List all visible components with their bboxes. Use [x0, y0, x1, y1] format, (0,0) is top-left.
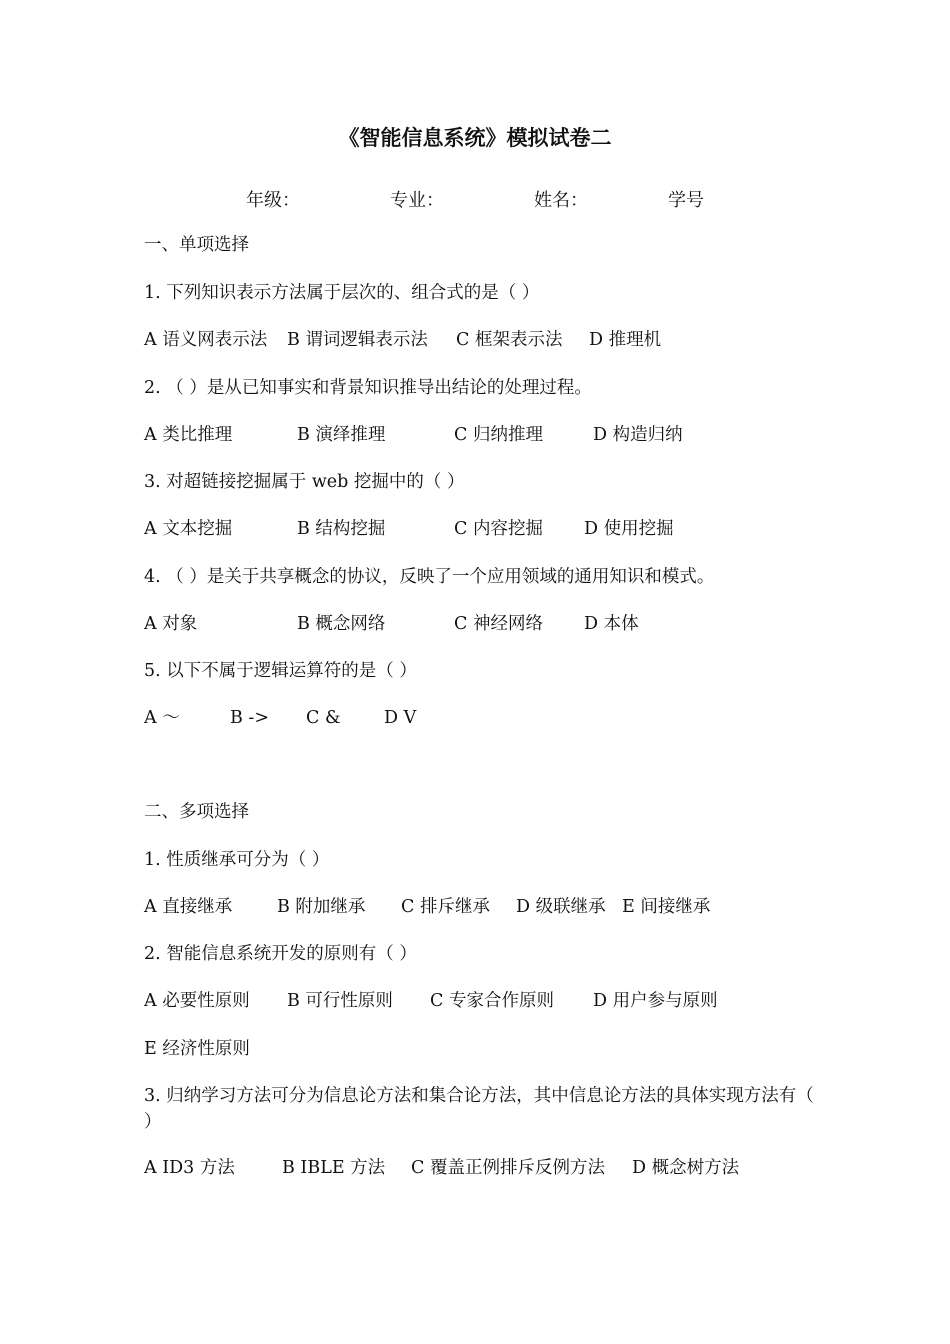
option: A 直接继承	[144, 897, 233, 917]
question-text: 3. 归纳学习方法可分为信息论方法和集合论方法，其中信息论方法的具体实现方法有（ ）	[144, 1086, 814, 1132]
option: D 推理机	[589, 330, 662, 350]
option: C 神经网络	[454, 614, 543, 634]
option: D 用户参与原则	[593, 991, 718, 1011]
option: C 覆盖正例排斥反例方法	[411, 1158, 605, 1178]
option: D 概念树方法	[632, 1158, 740, 1178]
question-text: 2. （ ）是从已知事实和背景知识推导出结论的处理过程。	[144, 378, 592, 398]
option: D 本体	[584, 614, 639, 634]
option: D 构造归纳	[593, 425, 683, 445]
option: C 内容挖掘	[454, 519, 543, 539]
option: A 语义网表示法	[144, 330, 268, 350]
option: A 对象	[144, 614, 198, 634]
major-label: 专业：	[390, 190, 444, 211]
option: B ->	[230, 708, 269, 728]
option: C 框架表示法	[456, 330, 563, 350]
question-text: 5. 以下不属于逻辑运算符的是（ ）	[144, 661, 417, 681]
name-label: 姓名：	[534, 190, 588, 211]
page-title: 《智能信息系统》模拟试卷二	[338, 126, 612, 150]
option: A ID3 方法	[144, 1158, 235, 1178]
option: B 附加继承	[277, 897, 366, 917]
option: B 可行性原则	[287, 991, 393, 1011]
question-text: 3. 对超链接挖掘属于 web 挖掘中的（ ）	[144, 472, 465, 492]
option: A 类比推理	[144, 425, 233, 445]
option: A 文本挖掘	[144, 519, 233, 539]
option: D 使用挖掘	[584, 519, 674, 539]
question-text: 2. 智能信息系统开发的原则有（ ）	[144, 944, 417, 964]
option: B 结构挖掘	[297, 519, 386, 539]
question-text: 1. 下列知识表示方法属于层次的、组合式的是（ ）	[144, 283, 540, 303]
option: B 谓词逻辑表示法	[287, 330, 428, 350]
option: C 专家合作原则	[430, 991, 554, 1011]
option: A 必要性原则	[144, 991, 250, 1011]
option: C 归纳推理	[454, 425, 543, 445]
option: A ～	[144, 708, 180, 728]
student-id-label: 学号	[668, 190, 704, 211]
option: C 排斥继承	[401, 897, 490, 917]
question-text: 1. 性质继承可分为（ ）	[144, 850, 330, 870]
section-heading-multiple-choice: 二、多项选择	[144, 802, 249, 822]
option: D V	[384, 708, 417, 728]
grade-label: 年级：	[246, 190, 300, 211]
option: D 级联继承	[516, 897, 606, 917]
option: C &	[306, 708, 341, 728]
section-heading-single-choice: 一、单项选择	[144, 235, 249, 255]
option: B 演绎推理	[297, 425, 386, 445]
option: B 概念网络	[297, 614, 386, 634]
question-text: 4. （ ）是关于共享概念的协议，反映了一个应用领域的通用知识和模式。	[144, 567, 715, 587]
option: E 经济性原则	[144, 1039, 250, 1059]
option: E 间接继承	[622, 897, 711, 917]
option: B IBLE 方法	[282, 1158, 386, 1178]
